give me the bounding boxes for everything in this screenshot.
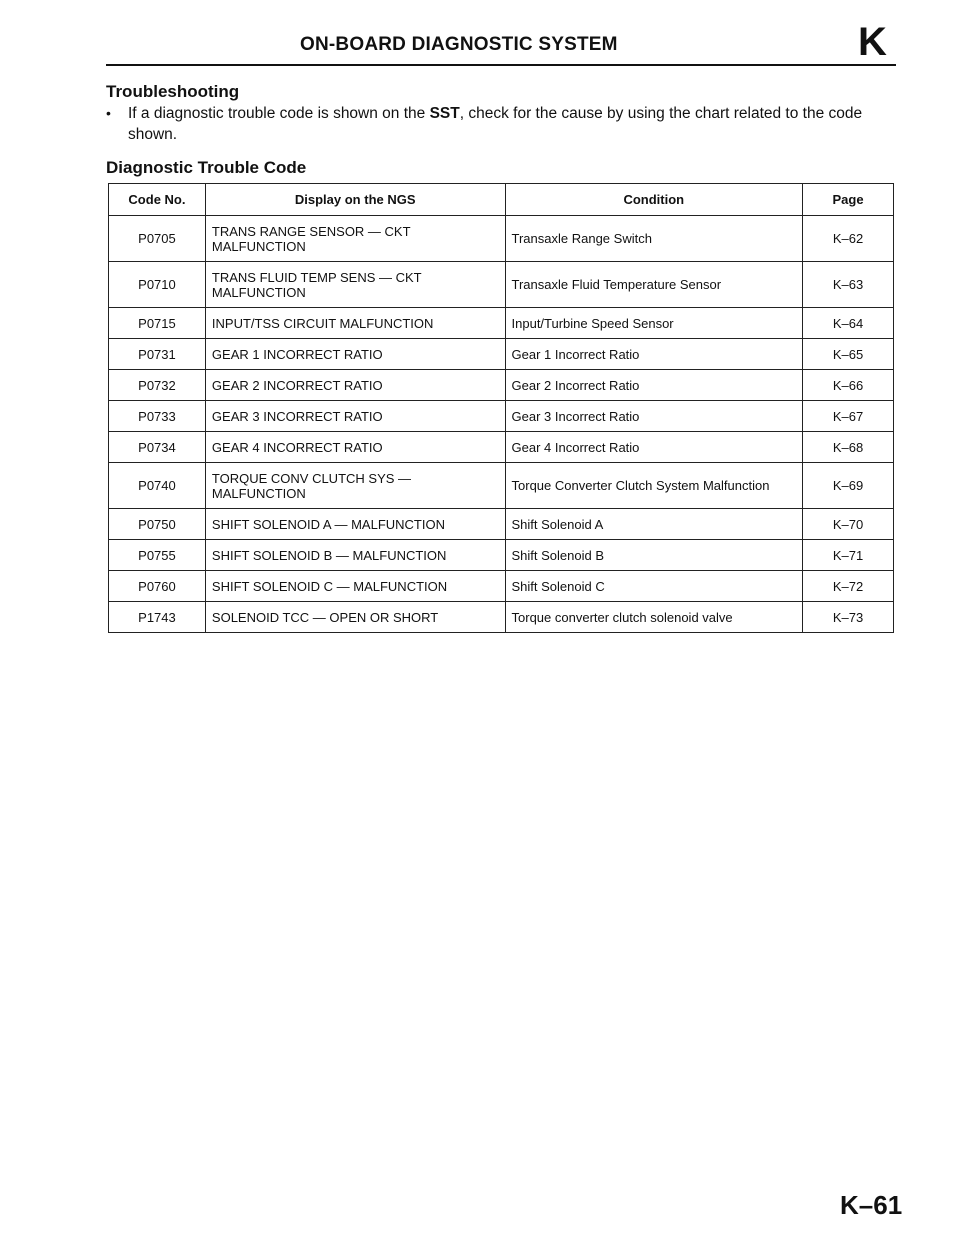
cell-code: P0732	[109, 370, 206, 401]
cell-code: P0733	[109, 401, 206, 432]
cell-page: K–68	[803, 432, 894, 463]
cell-page: K–67	[803, 401, 894, 432]
cell-display: GEAR 1 INCORRECT RATIO	[205, 339, 505, 370]
table-row	[109, 308, 894, 339]
cell-condition: Shift Solenoid A	[505, 509, 803, 540]
cell-display: GEAR 2 INCORRECT RATIO	[205, 370, 505, 401]
cell-display: SOLENOID TCC — OPEN OR SHORT	[205, 602, 505, 633]
troubleshooting-bullet	[106, 103, 896, 145]
cell-code: P0740	[109, 463, 206, 509]
bullet-icon: •	[106, 105, 111, 121]
table-row	[109, 401, 894, 432]
cell-condition: Gear 1 Incorrect Ratio	[505, 339, 803, 370]
cell-code: P0731	[109, 339, 206, 370]
cell-display: INPUT/TSS CIRCUIT MALFUNCTION	[205, 308, 505, 339]
cell-page: K–65	[803, 339, 894, 370]
table-row	[109, 602, 894, 633]
cell-code: P0755	[109, 540, 206, 571]
cell-display: TRANS RANGE SENSOR — CKT MALFUNCTION	[205, 216, 505, 262]
cell-condition: Torque Converter Clutch System Malfunction	[505, 463, 803, 509]
table-row	[109, 216, 894, 262]
cell-display: SHIFT SOLENOID A — MALFUNCTION	[205, 509, 505, 540]
cell-condition: Gear 3 Incorrect Ratio	[505, 401, 803, 432]
cell-display: TRANS FLUID TEMP SENS — CKT MALFUNCTION	[205, 262, 505, 308]
cell-condition: Transaxle Fluid Temperature Sensor	[505, 262, 803, 308]
column-header-display: Display on the NGS	[205, 184, 505, 216]
cell-page: K–69	[803, 463, 894, 509]
cell-code: P0750	[109, 509, 206, 540]
table-row	[109, 432, 894, 463]
dtc-table	[108, 183, 894, 633]
table-body	[109, 216, 894, 633]
section-letter: K	[858, 20, 887, 64]
cell-display: GEAR 3 INCORRECT RATIO	[205, 401, 505, 432]
cell-condition: Transaxle Range Switch	[505, 216, 803, 262]
cell-page: K–62	[803, 216, 894, 262]
cell-code: P0715	[109, 308, 206, 339]
cell-display: GEAR 4 INCORRECT RATIO	[205, 432, 505, 463]
cell-display: SHIFT SOLENOID B — MALFUNCTION	[205, 540, 505, 571]
cell-condition: Shift Solenoid C	[505, 571, 803, 602]
cell-page: K–71	[803, 540, 894, 571]
table-row	[109, 509, 894, 540]
cell-condition: Gear 4 Incorrect Ratio	[505, 432, 803, 463]
dtc-heading: Diagnostic Trouble Code	[106, 158, 307, 177]
bullet-text	[128, 103, 896, 145]
column-header-condition: Condition	[505, 184, 803, 216]
table-row	[109, 540, 894, 571]
cell-condition: Gear 2 Incorrect Ratio	[505, 370, 803, 401]
cell-code: P0705	[109, 216, 206, 262]
bullet-text-start: If a diagnostic trouble code is shown on the	[128, 105, 430, 122]
column-header-code: Code No.	[109, 184, 206, 216]
cell-page: K–63	[803, 262, 894, 308]
page-number: K–61	[840, 1190, 903, 1220]
table-header-row	[109, 184, 894, 216]
cell-page: K–73	[803, 602, 894, 633]
table-row	[109, 370, 894, 401]
cell-code: P0734	[109, 432, 206, 463]
table-row	[109, 571, 894, 602]
table-row	[109, 262, 894, 308]
cell-code: P0760	[109, 571, 206, 602]
header-divider	[106, 64, 896, 66]
column-header-page: Page	[803, 184, 894, 216]
troubleshooting-heading: Troubleshooting	[106, 82, 240, 101]
bullet-item	[106, 103, 896, 145]
cell-page: K–72	[803, 571, 894, 602]
cell-code: P0710	[109, 262, 206, 308]
table-row	[109, 339, 894, 370]
cell-page: K–64	[803, 308, 894, 339]
cell-code: P1743	[109, 602, 206, 633]
table-row	[109, 463, 894, 509]
bullet-text-end: , check for the cause by using the chart related to the code shown.	[128, 105, 863, 143]
cell-condition: Torque converter clutch solenoid valve	[505, 602, 803, 633]
page-title: ON-BOARD DIAGNOSTIC SYSTEM	[300, 34, 618, 55]
cell-page: K–70	[803, 509, 894, 540]
bullet-text-emphasis: SST	[429, 105, 460, 122]
cell-condition: Input/Turbine Speed Sensor	[505, 308, 803, 339]
cell-display: TORQUE CONV CLUTCH SYS — MALFUNCTION	[205, 463, 505, 509]
cell-display: SHIFT SOLENOID C — MALFUNCTION	[205, 571, 505, 602]
cell-page: K–66	[803, 370, 894, 401]
cell-condition: Shift Solenoid B	[505, 540, 803, 571]
